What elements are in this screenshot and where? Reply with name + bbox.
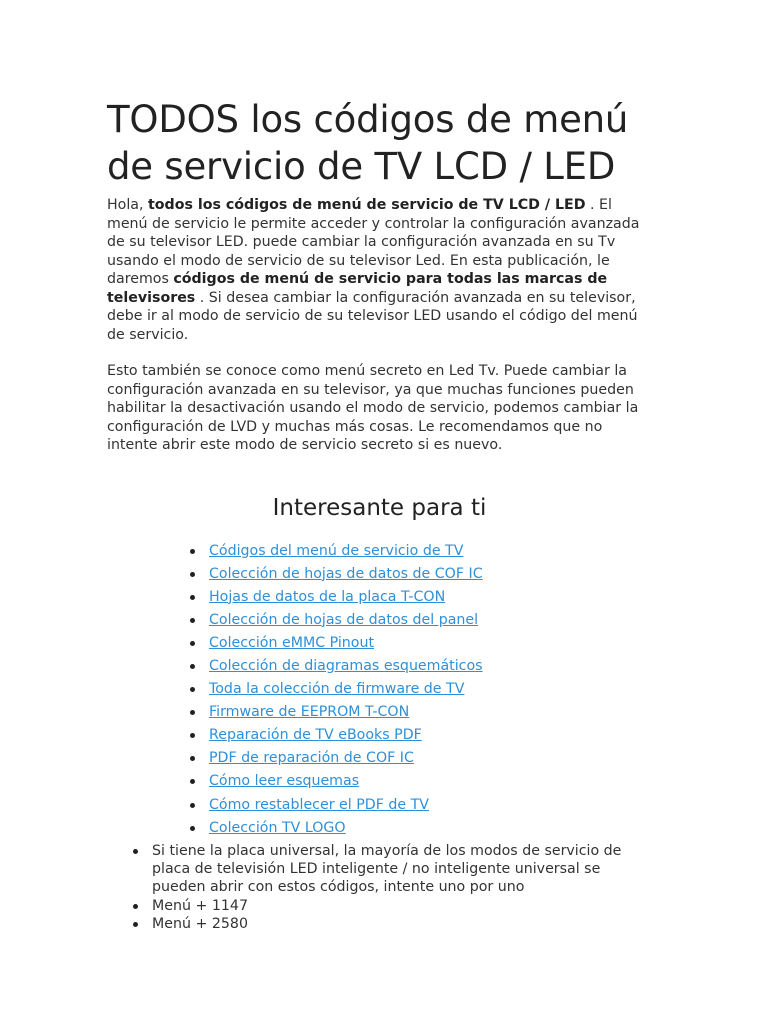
- related-link[interactable]: Firmware de EEPROM T-CON: [209, 704, 410, 721]
- article: [107, 96, 652, 933]
- related-link[interactable]: Hojas de datos de la placa T-CON: [209, 588, 446, 605]
- related-link[interactable]: Colección de diagramas esquemáticos: [209, 657, 483, 674]
- related-link[interactable]: Reparación de TV eBooks PDF: [209, 727, 422, 744]
- related-link[interactable]: Colección eMMC Pinout: [209, 634, 375, 651]
- page-title: TODOS los códigos de menú de servicio de TV LCD / LED: [107, 98, 629, 188]
- list-item: Menú + 2580: [133, 915, 652, 933]
- list-item: [190, 655, 652, 678]
- related-link[interactable]: Códigos del menú de servicio de TV: [209, 542, 464, 559]
- list-item: Si tiene la placa universal, la mayoría de los modos de servicio de placa de televisión LED inteligente / no inteligente universal se pueden abrir con estos códigos, intente uno por uno: [133, 842, 652, 897]
- list-item: [190, 794, 652, 817]
- related-link[interactable]: Colección de hojas de datos de COF IC: [209, 565, 483, 582]
- list-item: [190, 701, 652, 724]
- list-item: [190, 747, 652, 770]
- related-link[interactable]: Toda la colección de firmware de TV: [209, 681, 465, 698]
- list-item: Menú + 1147: [133, 897, 652, 915]
- related-link[interactable]: Cómo restablecer el PDF de TV: [209, 796, 429, 813]
- list-item: [190, 770, 652, 793]
- list-item: [190, 724, 652, 747]
- intro-text-2: . Si desea cambiar la configuración avanzada en su televisor, debe ir al modo de servicio de su televisor LED usando el código del menú de servicio.: [107, 289, 638, 343]
- list-item: [190, 540, 652, 563]
- list-item: [190, 609, 652, 632]
- section-heading: Interesante para ti: [272, 494, 487, 521]
- related-link[interactable]: Cómo leer esquemas: [209, 773, 360, 790]
- list-item: [190, 586, 652, 609]
- intro-greeting: Hola,: [107, 197, 144, 213]
- intro-bold-phrase: todos los códigos de menú de servicio de TV LCD / LED: [148, 197, 586, 213]
- related-link[interactable]: PDF de reparación de COF IC: [209, 750, 414, 767]
- intro-text: . El menú de servicio le permite acceder y controlar la configuración avanzada de su televisor LED. puede cambiar la configuración avanzada en su Tv usando el modo de servicio de su televisor Led. En esta publicación, le daremos: [107, 197, 640, 287]
- list-item: [190, 817, 652, 840]
- intro-paragraph: [107, 196, 652, 344]
- list-item: [190, 678, 652, 701]
- secondary-paragraph: Esto también se conoce como menú secreto en Led Tv. Puede cambiar la configuración avanzada en su televisor, ya que muchas funciones pueden habilitar la desactivación usando el modo de servicio, podemos cambiar la configuración de LVD y muchas más cosas. Le recomendamos que no intente abrir este modo de servicio secreto si es nuevo.: [107, 363, 639, 453]
- related-link[interactable]: Colección de hojas de datos del panel: [209, 611, 479, 628]
- related-link[interactable]: Colección TV LOGO: [209, 819, 346, 836]
- codes-list: [107, 842, 652, 933]
- intro-bold-phrase-2: códigos de menú de servicio para todas las marcas de televisores: [107, 271, 608, 306]
- list-item: [190, 632, 652, 655]
- list-item: [190, 563, 652, 586]
- related-links-list: [107, 540, 652, 840]
